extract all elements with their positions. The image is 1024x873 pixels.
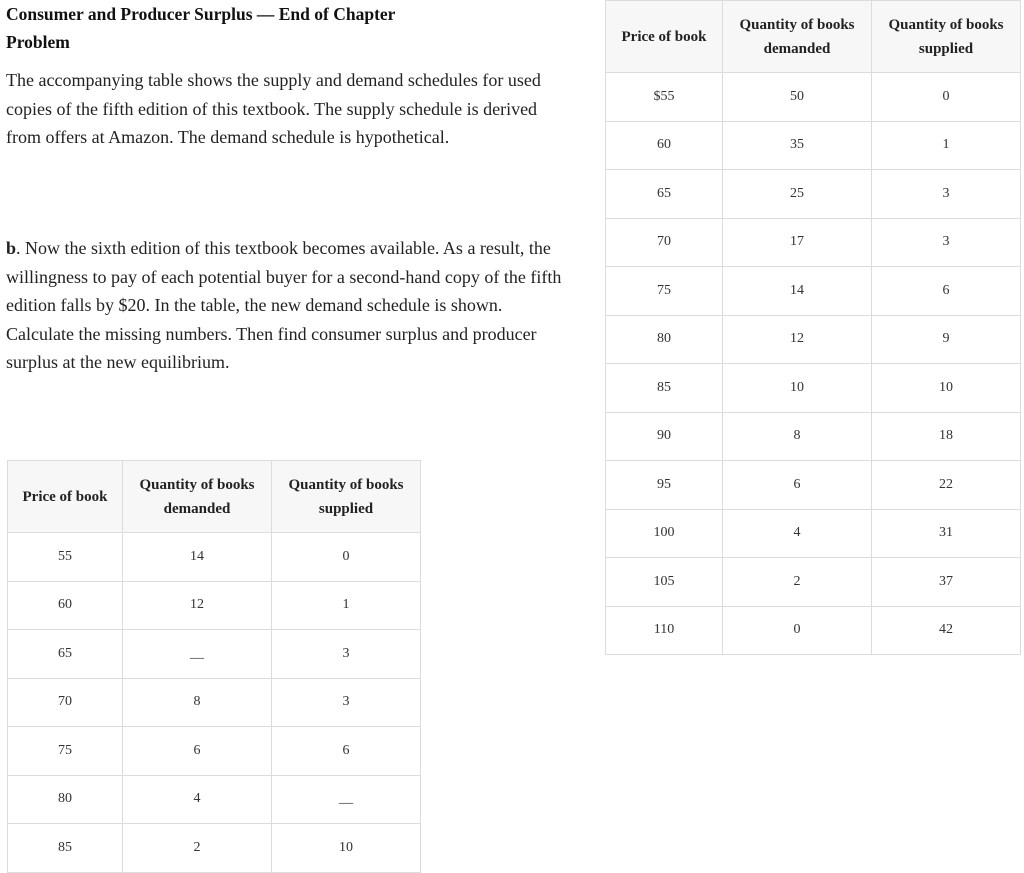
table-row — [606, 364, 1021, 413]
table-row — [606, 267, 1021, 316]
supplied-cell: 6 — [872, 267, 1021, 316]
part-b-paragraph — [6, 234, 566, 377]
new-demand-schedule-table — [7, 460, 421, 873]
demanded-cell: 12 — [123, 581, 272, 630]
supplied-cell: 22 — [872, 461, 1021, 510]
supplied-cell: 3 — [272, 678, 421, 727]
supplied-cell: 10 — [272, 824, 421, 873]
table-row — [8, 630, 421, 679]
missing-supplied-cell: __ — [272, 775, 421, 824]
price-cell: 70 — [606, 218, 723, 267]
table-row — [606, 170, 1021, 219]
supplied-cell: 6 — [272, 727, 421, 776]
original-schedule-table — [605, 0, 1021, 655]
supplied-cell: 0 — [272, 533, 421, 582]
supplied-cell: 31 — [872, 509, 1021, 558]
table-row — [606, 558, 1021, 607]
demanded-cell: 6 — [123, 727, 272, 776]
price-cell: 85 — [8, 824, 123, 873]
problem-text-column — [6, 0, 596, 372]
price-cell: 65 — [8, 630, 123, 679]
title-line-2: Problem — [6, 32, 70, 52]
table-row — [606, 315, 1021, 364]
supplied-cell: 1 — [872, 121, 1021, 170]
part-b-label: b — [6, 238, 17, 258]
price-cell: 80 — [606, 315, 723, 364]
table-row — [8, 533, 421, 582]
header-price: Price of book — [8, 461, 123, 533]
table-header-row — [606, 1, 1021, 73]
price-cell: 85 — [606, 364, 723, 413]
header-price: Price of book — [606, 1, 723, 73]
demanded-cell: 6 — [723, 461, 872, 510]
price-cell: 70 — [8, 678, 123, 727]
supplied-cell: 1 — [272, 581, 421, 630]
price-cell: 75 — [606, 267, 723, 316]
table-row — [606, 218, 1021, 267]
demanded-cell: 10 — [723, 364, 872, 413]
demanded-cell: 14 — [723, 267, 872, 316]
supplied-cell: 3 — [272, 630, 421, 679]
demanded-cell: 0 — [723, 606, 872, 655]
demanded-cell: 8 — [123, 678, 272, 727]
price-cell: 95 — [606, 461, 723, 510]
price-cell: 65 — [606, 170, 723, 219]
price-cell: 100 — [606, 509, 723, 558]
table-row — [8, 824, 421, 873]
table-row — [606, 121, 1021, 170]
header-quantity-demanded: Quantity of books demanded — [123, 461, 272, 533]
demanded-cell: 4 — [723, 509, 872, 558]
price-cell: $55 — [606, 73, 723, 122]
supplied-cell: 37 — [872, 558, 1021, 607]
part-b-text: . Now the sixth edition of this textbook becomes available. As a result, the willingness to pay of each potential buyer for a second-hand copy of the fifth edition falls by $20. In the table, the new demand schedule is shown. Calculate the missing numbers. Then find consumer surplus and producer surplus at the new equilibrium. — [6, 238, 562, 372]
supplied-cell: 18 — [872, 412, 1021, 461]
price-cell: 60 — [8, 581, 123, 630]
header-quantity-supplied: Quantity of books supplied — [872, 1, 1021, 73]
missing-demanded-cell: __ — [123, 630, 272, 679]
price-cell: 105 — [606, 558, 723, 607]
demanded-cell: 12 — [723, 315, 872, 364]
supplied-cell: 10 — [872, 364, 1021, 413]
table-row — [606, 606, 1021, 655]
price-cell: 80 — [8, 775, 123, 824]
title-line-1: Consumer and Producer Surplus — End of Chapter — [6, 4, 396, 24]
supplied-cell: 3 — [872, 218, 1021, 267]
supplied-cell: 3 — [872, 170, 1021, 219]
price-cell: 90 — [606, 412, 723, 461]
page-title — [6, 0, 596, 56]
table-header-row — [8, 461, 421, 533]
supplied-cell: 42 — [872, 606, 1021, 655]
table-row — [606, 412, 1021, 461]
price-cell: 60 — [606, 121, 723, 170]
demanded-cell: 17 — [723, 218, 872, 267]
header-quantity-demanded: Quantity of books demanded — [723, 1, 872, 73]
demanded-cell: 14 — [123, 533, 272, 582]
table-row — [8, 775, 421, 824]
price-cell: 110 — [606, 606, 723, 655]
table-row — [8, 678, 421, 727]
table-row — [606, 73, 1021, 122]
header-quantity-supplied: Quantity of books supplied — [272, 461, 421, 533]
supplied-cell: 0 — [872, 73, 1021, 122]
demanded-cell: 2 — [123, 824, 272, 873]
demanded-cell: 2 — [723, 558, 872, 607]
demanded-cell: 8 — [723, 412, 872, 461]
table-row — [606, 461, 1021, 510]
demanded-cell: 4 — [123, 775, 272, 824]
table-row — [8, 727, 421, 776]
demanded-cell: 50 — [723, 73, 872, 122]
price-cell: 75 — [8, 727, 123, 776]
supplied-cell: 9 — [872, 315, 1021, 364]
table-row — [8, 581, 421, 630]
table-row — [606, 509, 1021, 558]
intro-paragraph: The accompanying table shows the supply and demand schedules for used copies of the fifth edition of this textbook. The supply schedule is derived from offers at Amazon. The demand schedule is hypothetical. — [6, 70, 541, 147]
demanded-cell: 25 — [723, 170, 872, 219]
price-cell: 55 — [8, 533, 123, 582]
demanded-cell: 35 — [723, 121, 872, 170]
